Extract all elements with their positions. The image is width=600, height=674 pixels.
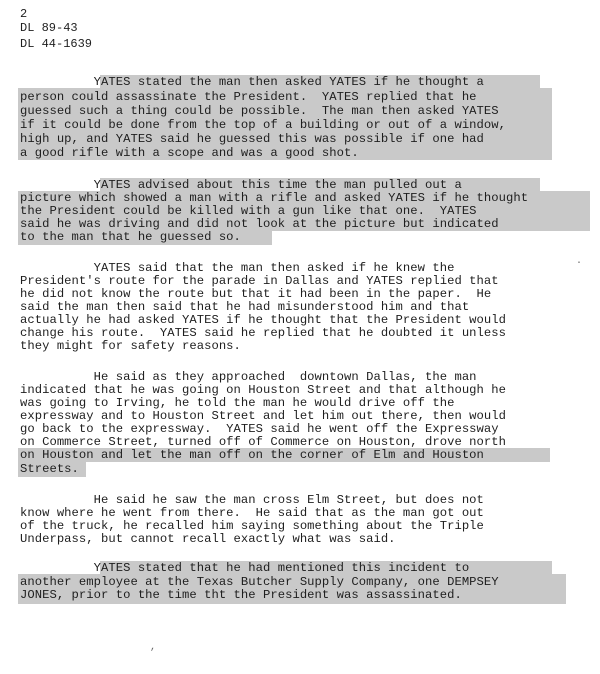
text-line: Underpass, but cannot recall exactly what was said. — [20, 532, 396, 546]
text-line: YATES stated that he had mentioned this incident to — [20, 561, 470, 575]
text-line: on Commerce Street, turned off of Commerce on Houston, drove north — [20, 435, 507, 449]
text-line: indicated that he was going on Houston Street and that although he — [20, 383, 507, 397]
text-line: change his route. YATES said he replied that he doubted it unless — [20, 326, 507, 340]
text-line: guessed such a thing could be possible. The man then asked YATES — [20, 104, 499, 118]
page-number: 2 — [20, 7, 28, 21]
text-line: YATES said that the man then asked if he knew the — [20, 261, 455, 275]
text-line: YATES stated the man then asked YATES if he thought a — [20, 75, 484, 89]
text-line: high up, and YATES said he guessed this was possible if one had — [20, 132, 484, 146]
text-line: said the man then said that he had misunderstood him and that — [20, 300, 470, 314]
text-line: on Houston and let the man off on the corner of Elm and Houston — [20, 448, 484, 462]
text-line: if it could be done from the top of a building or out of a window, — [20, 118, 507, 132]
text-line: of the truck, he recalled him saying something about the Triple — [20, 519, 484, 533]
text-line: another employee at the Texas Butcher Supply Company, one DEMPSEY — [20, 575, 499, 589]
text-line: was going to Irving, he told the man he would drive off the — [20, 396, 455, 410]
text-line: said he was driving and did not look at the picture but indicated — [20, 217, 499, 231]
text-line: they might for safety reasons. — [20, 339, 241, 353]
file-number: DL 89-43 — [20, 21, 78, 35]
text-line: know where he went from there. He said that as the man got out — [20, 506, 484, 520]
text-line: the President could be killed with a gun like that one. YATES — [20, 204, 477, 218]
text-line: to the man that he guessed so. — [20, 230, 241, 244]
text-line: he did not know the route but that it had been in the paper. He — [20, 287, 492, 301]
text-line: YATES advised about this time the man pulled out a — [20, 178, 462, 192]
text-line: JONES, prior to the time tht the President was assassinated. — [20, 588, 462, 602]
text-line: go back to the expressway. YATES said he went off the Expressway — [20, 422, 499, 436]
text-line: Streets. — [20, 462, 79, 476]
text-line: expressway and to Houston Street and let him out there, then would — [20, 409, 507, 423]
text-line: He said he saw the man cross Elm Street, but does not — [20, 493, 484, 507]
text-line: a good rifle with a scope and was a good shot. — [20, 146, 359, 160]
text-line: picture which showed a man with a rifle and asked YATES if he thought — [20, 191, 529, 205]
scan-speck: , — [150, 642, 157, 653]
scan-speck: · — [576, 258, 583, 269]
file-number: DL 44-1639 — [20, 37, 93, 51]
text-line: President's route for the parade in Dallas and YATES replied that — [20, 274, 499, 288]
text-line: actually he had asked YATES if he thought that the President would — [20, 313, 507, 327]
text-line: person could assassinate the President. YATES replied that he — [20, 90, 477, 104]
text-line: He said as they approached downtown Dallas, the man — [20, 370, 477, 384]
